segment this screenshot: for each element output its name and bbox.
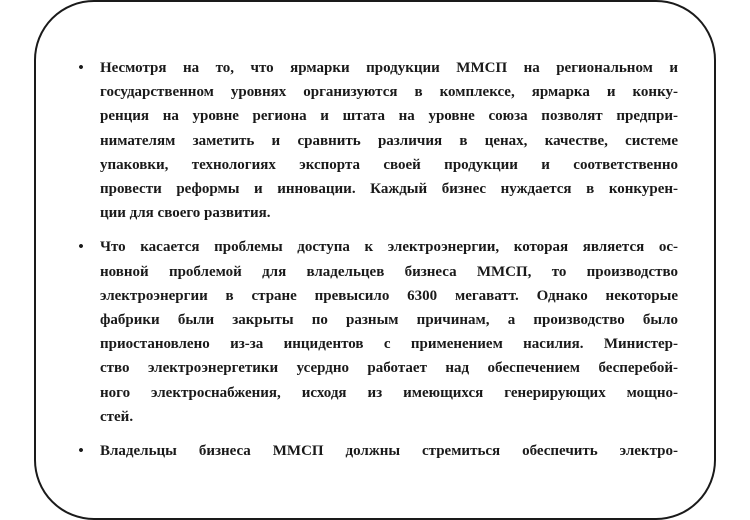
text-line: нимателям заметить и сравнить различия в ценах, качестве, системе [100, 132, 678, 149]
text-line: государственном уровнях организуются в комплексе, ярмарка и конку- [100, 84, 678, 101]
text-line: провести реформы и инновации. Каждый бизнес нуждается в конкурен- [100, 181, 678, 198]
bullet-icon: • [78, 60, 84, 76]
text-line: упаковки, технологиях экспорта своей продукции и соответственно [100, 156, 678, 173]
text-line: ного электроснабжения, исходя из имеющихся генерирующих мощно- [100, 384, 678, 401]
text-line: ренция на уровне региона и штата на уровне союза позволят предпри- [100, 108, 678, 125]
bullet-item-2 [72, 235, 678, 429]
text-line: фабрики были закрыты по разным причинам, а производство было [100, 312, 678, 329]
text-line: Владельцы бизнеса ММСП должны стремиться обеспечить электро- [100, 443, 678, 460]
text-line: ство электроэнергетики усердно работает над обеспечением бесперебой- [100, 360, 678, 377]
text-line: электроэнергии в стране превысило 6300 мегаватт. Однако некоторые [100, 287, 678, 304]
bullet-list [72, 56, 678, 473]
bullet-item-1 [72, 56, 678, 225]
bullet-icon: • [78, 239, 84, 256]
text-line: Несмотря на то, что ярмарки продукции ММСП на региональном и [100, 60, 678, 76]
text-line: ции для своего развития. [100, 205, 271, 222]
text-line: приостановлено из-за инцидентов с применением насилия. Министер- [100, 336, 678, 353]
bullet-icon: • [78, 443, 84, 460]
text-line: стей. [100, 408, 134, 425]
text-line: Что касается проблемы доступа к электроэнергии, которая является ос- [100, 239, 678, 256]
text-line: новной проблемой для владельцев бизнеса ММСП, то производство [100, 263, 678, 280]
